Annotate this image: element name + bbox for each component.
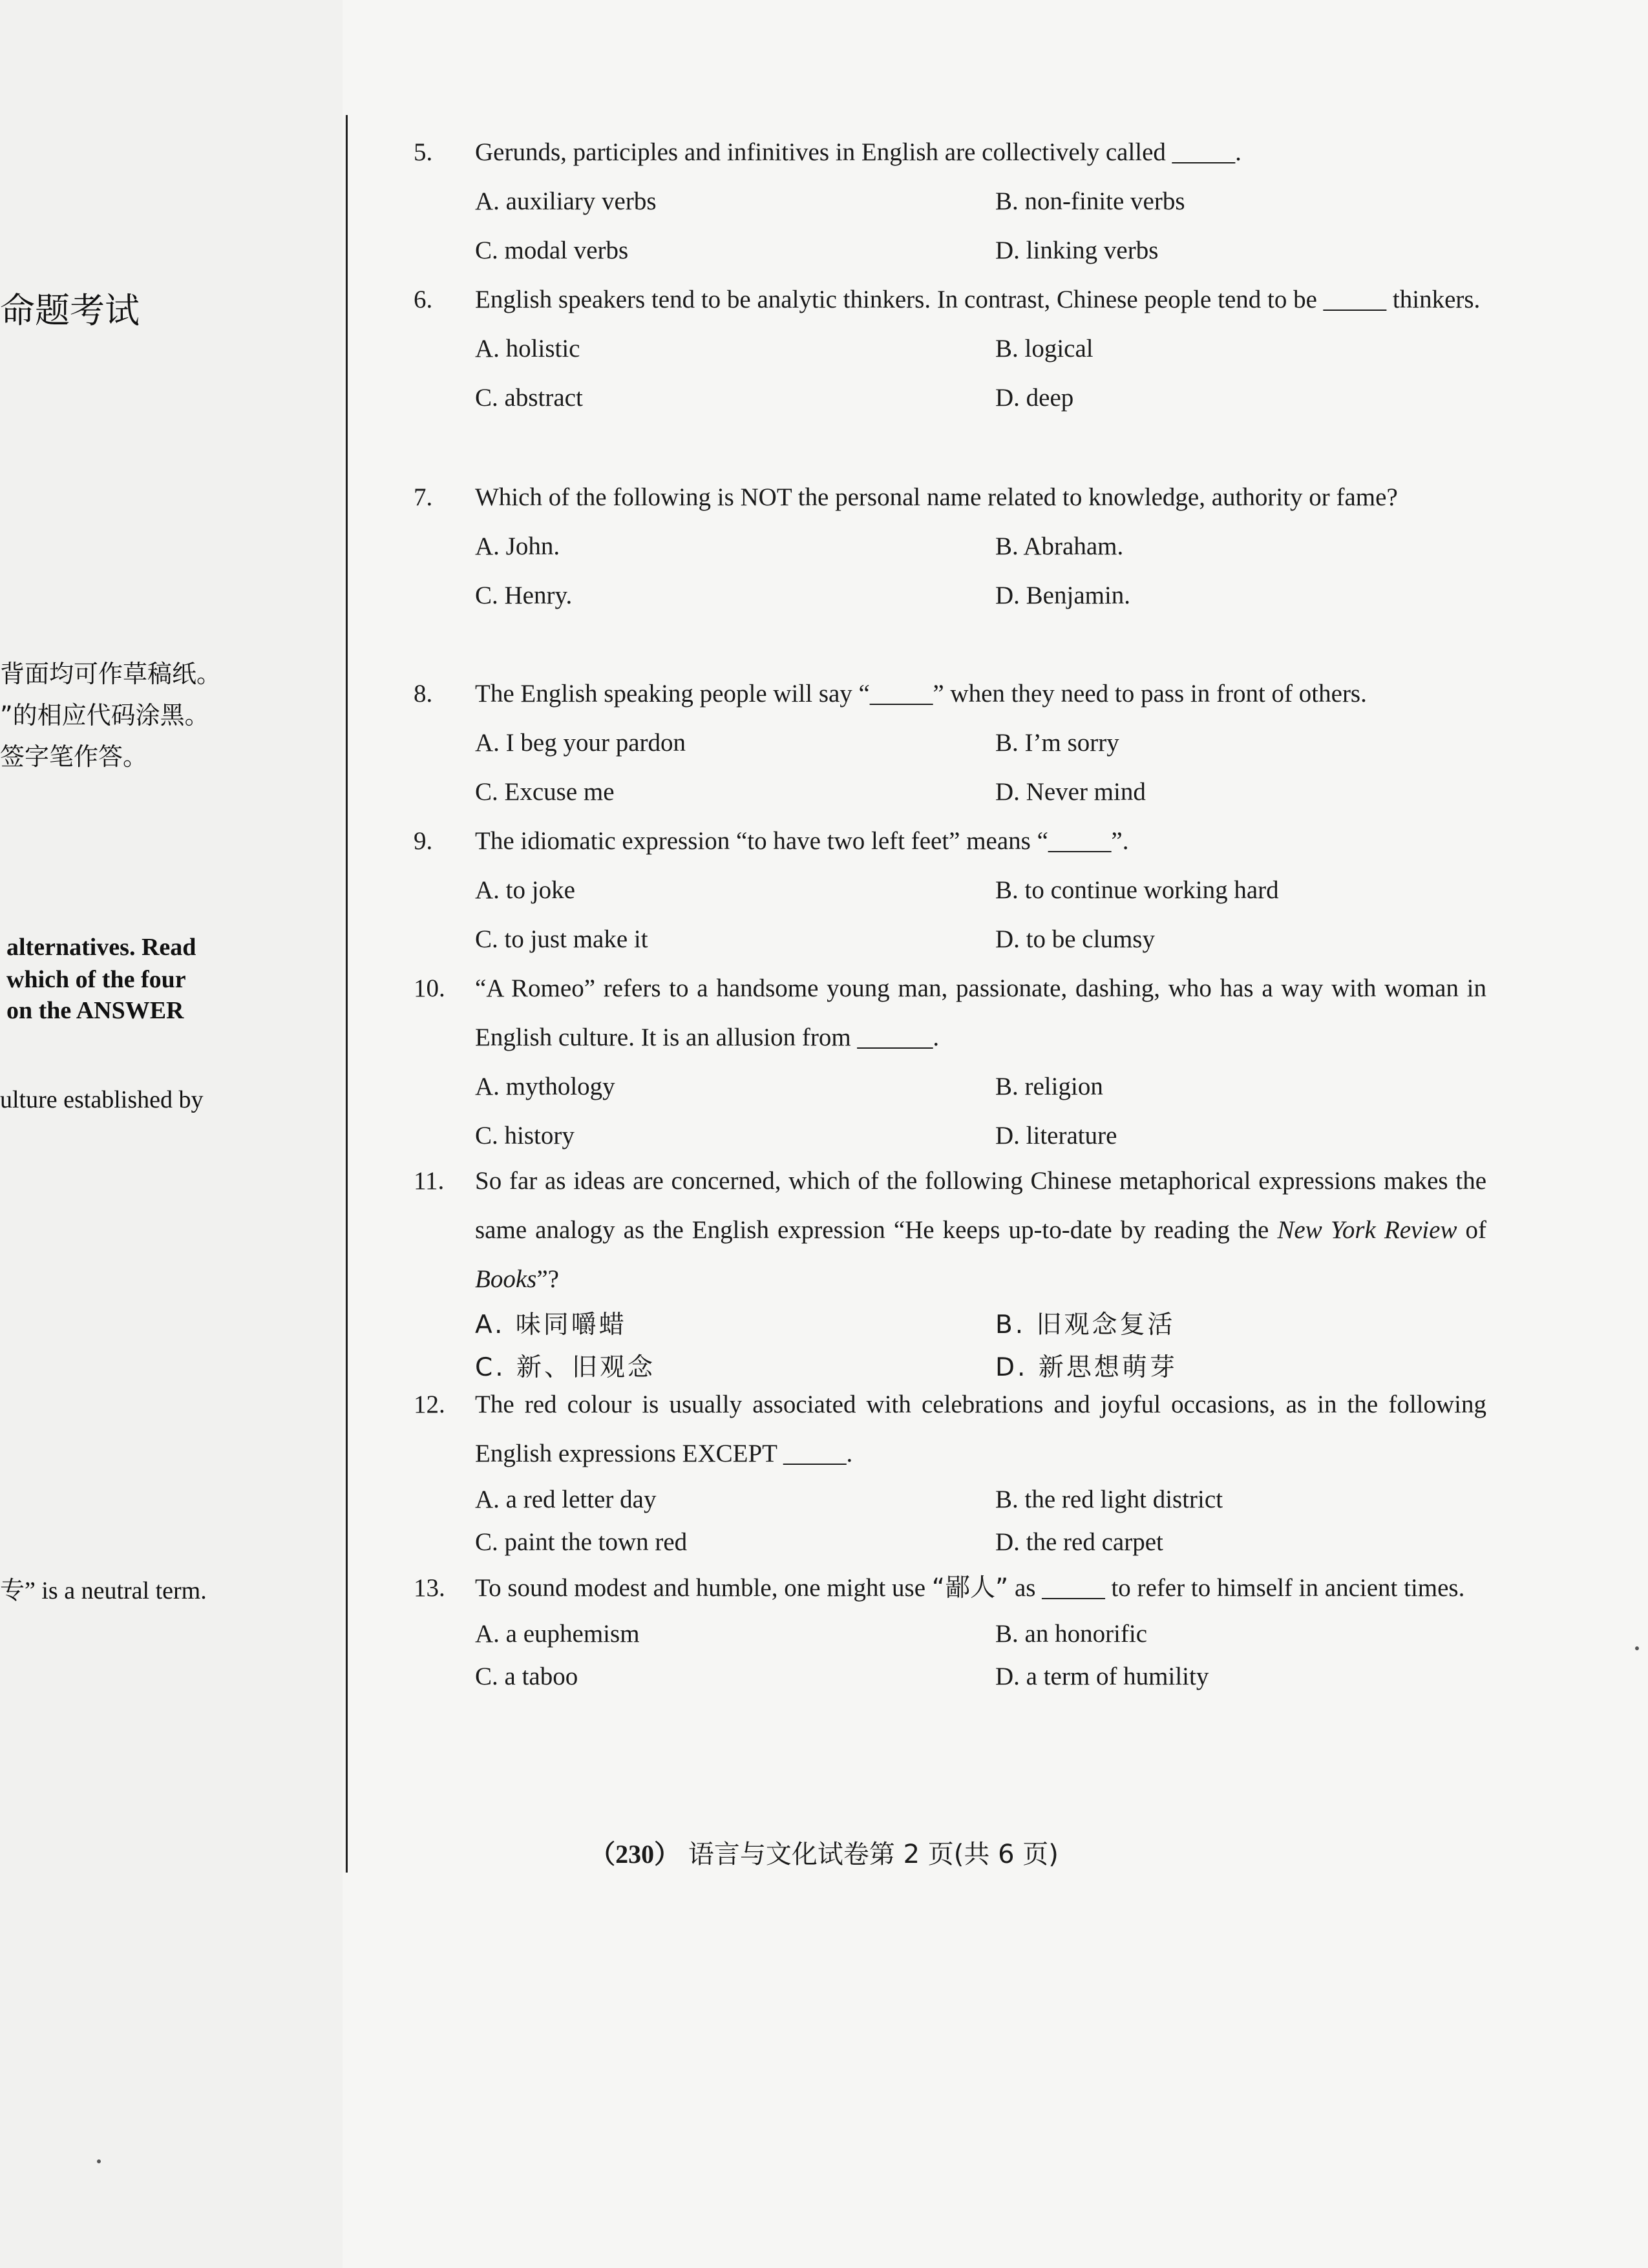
option-b[interactable]: B. to continue working hard (995, 876, 1279, 904)
option-d[interactable]: D. the red carpet (995, 1528, 1163, 1556)
question-12 (414, 1380, 1486, 1564)
option-c[interactable]: C. modal verbs (475, 236, 629, 264)
scan-speck (1635, 1646, 1639, 1650)
option-d[interactable]: D. Never mind (995, 778, 1146, 806)
page-footer (0, 1834, 1648, 1871)
stem-italic: New York Review (1277, 1216, 1457, 1244)
option-c[interactable]: C. 新、旧观念 (475, 1353, 656, 1382)
option-b[interactable]: B. Abraham. (995, 532, 1124, 560)
option-a[interactable]: A. a euphemism (475, 1620, 640, 1648)
question-number: 10. (414, 974, 445, 1002)
question-5 (414, 128, 1486, 275)
option-b[interactable]: B. 旧观念复活 (995, 1310, 1176, 1339)
option-a[interactable]: A. John. (475, 532, 560, 560)
question-stem (475, 1157, 1486, 1304)
question-stem: Gerunds, participles and infinitives in English are collectively called _____. (475, 138, 1241, 166)
options-grid (475, 866, 1486, 964)
options-grid (475, 1304, 1486, 1389)
question-stem: The red colour is usually associated with celebrations and joyful occasions, as in the following English expressions EXCEPT _____. (475, 1391, 1486, 1467)
stem-text: So far as ideas are concerned, which of the following Chinese metaphorical expressions makes the same analogy as the English expression “He keeps up-to-date by reading the (475, 1167, 1486, 1244)
question-number: 11. (414, 1167, 445, 1195)
footer-text: 语言与文化试卷第 2 页(共 6 页) (688, 1840, 1059, 1869)
options-grid (475, 719, 1486, 817)
question-number: 12. (414, 1391, 445, 1418)
left-margin-strip (0, 0, 343, 2268)
margin-fragment: 专” is a neutral term. (0, 1577, 207, 1604)
question-8 (414, 669, 1486, 817)
stem-cjk: “鄙人” (931, 1573, 1009, 1602)
option-a[interactable]: A. mythology (475, 1073, 615, 1100)
margin-fragment: 签字笔作答。 (0, 742, 148, 771)
option-b[interactable]: B. the red light district (995, 1486, 1223, 1513)
option-c[interactable]: C. to just make it (475, 925, 648, 953)
option-a[interactable]: A. to joke (475, 876, 575, 904)
option-c[interactable]: C. history (475, 1122, 575, 1150)
margin-fragment: 背面均可作草稿纸。 (0, 660, 222, 688)
option-d[interactable]: D. a term of humility (995, 1663, 1209, 1690)
question-13 (414, 1564, 1486, 1698)
option-a[interactable]: A. I beg your pardon (475, 729, 686, 757)
options-grid (475, 324, 1486, 423)
options-grid (475, 1478, 1486, 1564)
option-d[interactable]: D. deep (995, 384, 1074, 412)
option-c[interactable]: C. a taboo (475, 1663, 578, 1690)
question-number: 5. (414, 138, 433, 166)
question-stem: Which of the following is NOT the personal name related to knowledge, authority or fame? (475, 483, 1398, 511)
option-b[interactable]: B. an honorific (995, 1620, 1148, 1648)
option-a[interactable]: A. auxiliary verbs (475, 187, 657, 215)
option-c[interactable]: C. Excuse me (475, 778, 615, 806)
option-d[interactable]: D. 新思想萌芽 (995, 1353, 1178, 1382)
option-d[interactable]: D. to be clumsy (995, 925, 1155, 953)
question-10 (414, 964, 1486, 1160)
stem-italic: Books (475, 1265, 537, 1293)
option-b[interactable]: B. religion (995, 1073, 1103, 1100)
question-stem: “A Romeo” refers to a handsome young man, passionate, dashing, who has a way with woman in English culture. It is an allusion from ______. (475, 974, 1486, 1051)
options-grid (475, 1613, 1486, 1698)
scan-speck (97, 2159, 101, 2163)
option-a[interactable]: A. holistic (475, 335, 580, 362)
question-stem (475, 1564, 1486, 1613)
question-9 (414, 817, 1486, 964)
question-stem: English speakers tend to be analytic thinkers. In contrast, Chinese people tend to be _____ thinkers. (475, 286, 1481, 313)
question-stem: The idiomatic expression “to have two left feet” means “_____”. (475, 827, 1129, 855)
option-d[interactable]: D. Benjamin. (995, 582, 1131, 609)
margin-fragment: alternatives. Read (6, 934, 196, 961)
options-grid (475, 522, 1486, 620)
option-d[interactable]: D. literature (995, 1122, 1117, 1150)
stem-text: as _____ to refer to himself in ancient times. (1008, 1574, 1465, 1602)
option-b[interactable]: B. I’m sorry (995, 729, 1119, 757)
question-11 (414, 1157, 1486, 1389)
question-number: 13. (414, 1574, 445, 1602)
option-c[interactable]: C. abstract (475, 384, 583, 412)
options-grid (475, 177, 1486, 275)
binding-line (346, 115, 348, 1873)
stem-text: of (1457, 1216, 1486, 1244)
margin-fragment: which of the four (6, 966, 186, 993)
margin-fragment: 命题考试 (0, 290, 140, 331)
question-7 (414, 473, 1486, 620)
option-a[interactable]: A. 味同嚼蜡 (475, 1310, 627, 1339)
option-b[interactable]: B. logical (995, 335, 1093, 362)
stem-text: ”? (536, 1265, 559, 1293)
question-stem: The English speaking people will say “_____” when they need to pass in front of others. (475, 680, 1367, 708)
stem-text: To sound modest and humble, one might use (475, 1574, 932, 1602)
option-d[interactable]: D. linking verbs (995, 236, 1159, 264)
question-number: 6. (414, 286, 433, 313)
option-c[interactable]: C. Henry. (475, 582, 573, 609)
page-code: （230） (589, 1840, 681, 1869)
option-b[interactable]: B. non-finite verbs (995, 187, 1185, 215)
options-grid (475, 1062, 1486, 1160)
option-a[interactable]: A. a red letter day (475, 1486, 657, 1513)
question-6 (414, 275, 1486, 423)
question-number: 9. (414, 827, 433, 855)
margin-fragment: ”的相应代码涂黑。 (0, 701, 209, 730)
margin-fragment: on the ANSWER (6, 997, 184, 1024)
margin-fragment: ulture established by (0, 1086, 204, 1113)
question-number: 8. (414, 680, 433, 708)
question-number: 7. (414, 483, 433, 511)
option-c[interactable]: C. paint the town red (475, 1528, 688, 1556)
